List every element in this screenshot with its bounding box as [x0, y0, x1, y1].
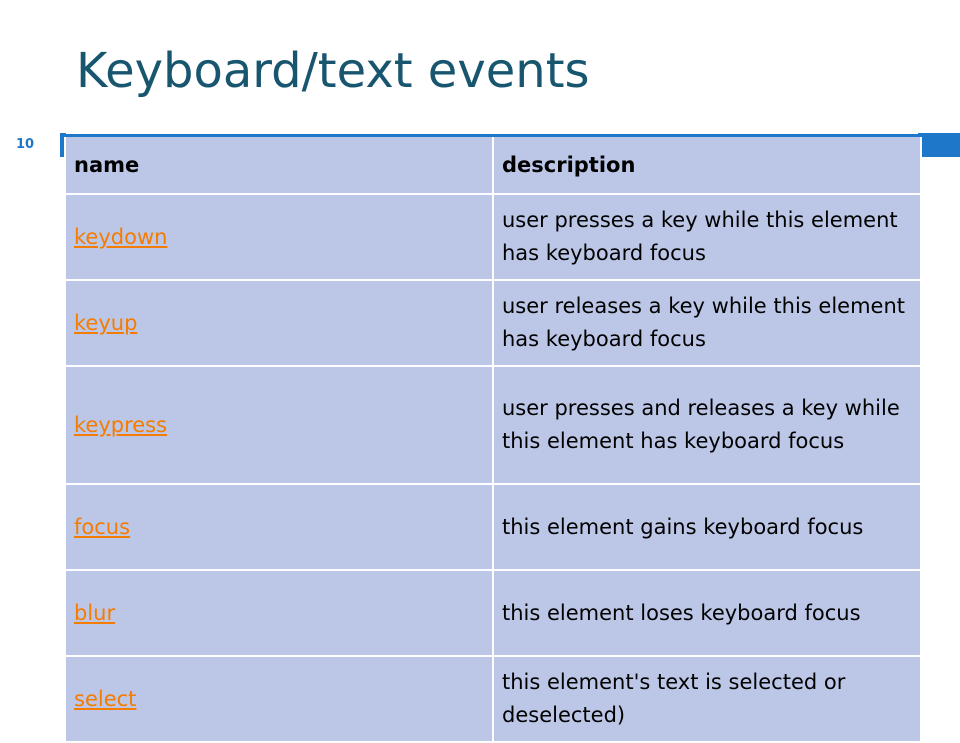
event-description: user releases a key while this element has keyboard focus	[493, 280, 921, 366]
event-name-cell	[65, 194, 493, 280]
event-description: this element's text is selected or deselected)	[493, 656, 921, 742]
events-table	[64, 134, 922, 743]
event-name-cell	[65, 366, 493, 484]
event-link-keyup[interactable]: keyup	[74, 310, 138, 335]
event-link-blur[interactable]: blur	[74, 600, 116, 625]
accent-bar-right	[918, 133, 960, 157]
event-link-keydown[interactable]: keydown	[74, 224, 168, 249]
slide-title: Keyboard/text events	[76, 43, 590, 99]
table-row	[65, 656, 921, 742]
table-row	[65, 484, 921, 570]
header-name: name	[65, 136, 493, 195]
event-description: user presses a key while this element has keyboard focus	[493, 194, 921, 280]
event-link-focus[interactable]: focus	[74, 514, 131, 539]
event-link-keypress[interactable]: keypress	[74, 412, 168, 437]
event-description: this element gains keyboard focus	[493, 484, 921, 570]
slide-number: 10	[16, 137, 35, 152]
table-header-row	[65, 136, 921, 195]
table-row	[65, 366, 921, 484]
header-description: description	[493, 136, 921, 195]
event-link-select[interactable]: select	[74, 686, 137, 711]
table-row	[65, 570, 921, 656]
table-row	[65, 194, 921, 280]
event-name-cell	[65, 656, 493, 742]
event-name-cell	[65, 280, 493, 366]
event-description: this element loses keyboard focus	[493, 570, 921, 656]
event-name-cell	[65, 570, 493, 656]
event-name-cell	[65, 484, 493, 570]
event-description: user presses and releases a key while this element has keyboard focus	[493, 366, 921, 484]
table-row	[65, 280, 921, 366]
